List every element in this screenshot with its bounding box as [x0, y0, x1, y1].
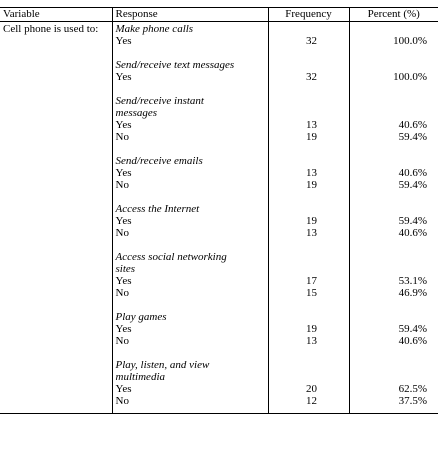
blank-cell [272, 23, 346, 35]
blank-cell [272, 371, 346, 383]
blank-cell [353, 203, 436, 215]
row-spacer [116, 83, 265, 95]
header-frequency: Frequency [268, 8, 349, 22]
response-value: No [115, 395, 129, 407]
blank-cell [272, 203, 346, 215]
response-value: No [115, 131, 129, 143]
response-value: Yes [115, 275, 132, 287]
frequency-value: 19 [306, 215, 317, 227]
bottom-padding [353, 407, 436, 413]
activity-label: Send/receive emails [115, 155, 203, 167]
percent-value: 40.6% [398, 167, 427, 179]
blank-cell [272, 251, 346, 263]
row-spacer [272, 239, 346, 251]
blank-cell [353, 359, 436, 371]
blank-cell [353, 95, 436, 107]
percent-value: 59.4% [398, 179, 427, 191]
row-spacer [116, 347, 265, 359]
frequency-value: 12 [306, 395, 317, 407]
blank-cell [353, 263, 436, 275]
row-spacer [272, 299, 346, 311]
percent-value: 100.0% [393, 35, 427, 47]
activity-label: Access social networking [115, 251, 227, 263]
row-spacer [353, 143, 436, 155]
header-variable: Variable [0, 8, 112, 22]
response-value: Yes [115, 35, 132, 47]
blank-cell [353, 311, 436, 323]
table-body-row [0, 22, 438, 414]
blank-cell [272, 155, 346, 167]
percent-value: 46.9% [398, 287, 427, 299]
percent-value: 59.4% [398, 131, 427, 143]
frequency-value: 19 [306, 131, 317, 143]
frequency-value: 15 [306, 287, 317, 299]
row-spacer [116, 143, 265, 155]
bottom-padding [272, 407, 346, 413]
blank-cell [272, 95, 346, 107]
row-spacer [272, 143, 346, 155]
percent-value: 59.4% [398, 215, 427, 227]
percent-value: 40.6% [398, 119, 427, 131]
blank-cell [272, 59, 346, 71]
percent-value: 37.5% [398, 395, 427, 407]
response-value: No [115, 335, 129, 347]
variable-cell [0, 22, 112, 414]
frequency-value: 13 [306, 119, 317, 131]
blank-cell [272, 311, 346, 323]
row-spacer [272, 47, 346, 59]
table-header-row [0, 8, 438, 22]
frequency-value: 32 [306, 35, 317, 47]
frequency-table [0, 7, 438, 414]
variable-label: Cell phone is used to: [3, 23, 99, 35]
activity-label: multimedia [115, 371, 165, 383]
header-response: Response [112, 8, 268, 22]
row-spacer [353, 191, 436, 203]
row-spacer [116, 299, 265, 311]
row-spacer [272, 347, 346, 359]
activity-label: Play, listen, and view [115, 359, 210, 371]
percent-value: 40.6% [398, 335, 427, 347]
frequency-column [268, 22, 349, 414]
blank-cell [353, 251, 436, 263]
response-value: Yes [115, 167, 132, 179]
frequency-value: 13 [306, 335, 317, 347]
bottom-padding [116, 407, 265, 413]
activity-label: Make phone calls [115, 23, 194, 35]
blank-cell [272, 107, 346, 119]
response-value: Yes [115, 215, 132, 227]
row-spacer [353, 239, 436, 251]
row-spacer [272, 191, 346, 203]
frequency-value: 20 [306, 383, 317, 395]
activity-label: Play games [115, 311, 167, 323]
response-value: No [115, 287, 129, 299]
row-spacer [353, 47, 436, 59]
blank-cell [272, 263, 346, 275]
row-spacer [116, 239, 265, 251]
blank-cell [353, 155, 436, 167]
activity-label: Access the Internet [115, 203, 200, 215]
row-spacer [353, 299, 436, 311]
row-spacer [116, 47, 265, 59]
percent-value: 40.6% [398, 227, 427, 239]
frequency-value: 13 [306, 167, 317, 179]
response-value: Yes [115, 323, 132, 335]
header-percent: Percent (%) [349, 8, 438, 22]
percent-value: 53.1% [398, 275, 427, 287]
activity-label: Send/receive instant [115, 95, 204, 107]
percent-value: 100.0% [393, 71, 427, 83]
percent-column [349, 22, 438, 414]
row-spacer [353, 347, 436, 359]
percent-value: 62.5% [398, 383, 427, 395]
response-value: Yes [115, 71, 132, 83]
frequency-value: 17 [306, 275, 317, 287]
frequency-value: 19 [306, 179, 317, 191]
blank-cell [353, 107, 436, 119]
activity-label: Send/receive text messages [115, 59, 235, 71]
blank-cell [272, 359, 346, 371]
response-value: No [115, 179, 129, 191]
response-value: Yes [115, 119, 132, 131]
response-value: No [115, 227, 129, 239]
row-spacer [272, 83, 346, 95]
blank-cell [353, 23, 436, 35]
percent-value: 59.4% [398, 323, 427, 335]
row-spacer [116, 191, 265, 203]
response-column [112, 22, 268, 414]
response-value: Yes [115, 383, 132, 395]
activity-label: messages [115, 107, 158, 119]
activity-label: sites [115, 263, 136, 275]
frequency-value: 32 [306, 71, 317, 83]
blank-cell [353, 371, 436, 383]
row-spacer [353, 83, 436, 95]
frequency-value: 13 [306, 227, 317, 239]
frequency-value: 19 [306, 323, 317, 335]
blank-cell [353, 59, 436, 71]
